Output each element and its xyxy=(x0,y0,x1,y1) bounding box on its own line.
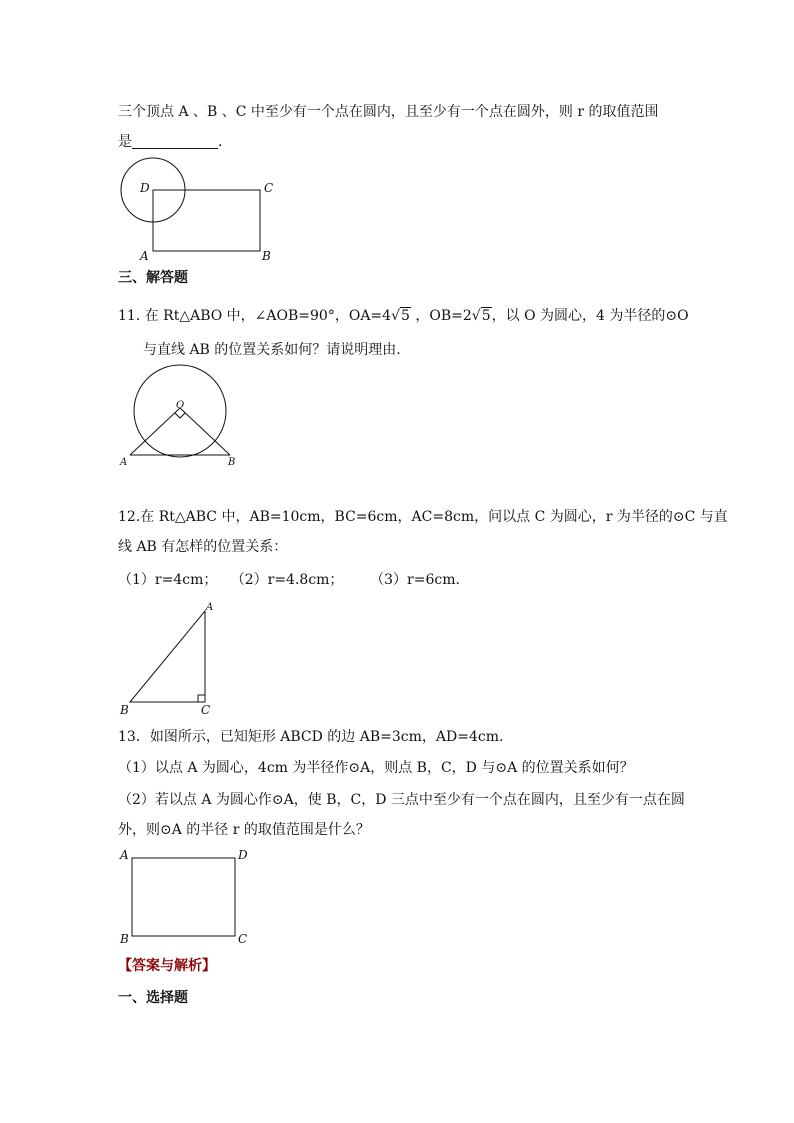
q12-options xyxy=(118,570,460,590)
label-b: B xyxy=(120,932,129,946)
answers-heading: 【答案与解析】 xyxy=(118,958,216,974)
q12-option-3: （3）r=6cm. xyxy=(370,572,460,588)
label-b: B xyxy=(228,457,236,468)
q12-text-line2: 线 AB 有怎样的位置关系： xyxy=(118,539,288,555)
q10-text-line2 xyxy=(118,132,232,152)
q11-text-line1 xyxy=(118,306,689,326)
q13-text-line1: 13．如图所示，已知矩形 ABCD 的边 AB=3cm，AD=4cm. xyxy=(118,729,504,745)
label-a: A xyxy=(120,457,128,468)
sqrt-ob: √5 xyxy=(471,308,491,324)
q11-text-line2: 与直线 AB 的位置关系如何？请说明理由. xyxy=(143,342,401,358)
q11-figure xyxy=(118,364,248,470)
label-b: B xyxy=(262,249,271,263)
label-c: C xyxy=(264,181,274,195)
ob-coefficient: 2 xyxy=(462,308,472,324)
q12-text-line1: 12.在 Rt△ABC 中，AB=10cm，BC=6cm，AC=8cm，问以点 C 为圆心，r 为半径的⊙C 与直 xyxy=(118,509,728,525)
q11-suffix: ，以 O 为圆心，4 为半径的⊙O xyxy=(491,308,689,324)
label-d: D xyxy=(140,181,150,195)
section-heading-1: 一、选择题 xyxy=(118,990,188,1006)
q13-figure xyxy=(118,843,258,949)
q10-suffix: ． xyxy=(218,134,232,150)
q12-option-1: （1）r=4cm； xyxy=(118,572,218,588)
label-a: A xyxy=(206,602,214,613)
segment-ob xyxy=(180,408,230,455)
q13-text-line2: （1）以点 A 为圆心，4cm 为半径作⊙A，则点 B，C，D 与⊙A 的位置关系如何？ xyxy=(118,760,634,776)
segment-oa xyxy=(130,408,180,455)
radicand-ob: 5 xyxy=(481,308,491,324)
label-a: A xyxy=(120,848,129,862)
rectangle-abcd xyxy=(132,858,235,936)
rectangle-abcd xyxy=(153,190,260,251)
oa-coefficient: 4 xyxy=(382,308,392,324)
q11-mid: ，OB= xyxy=(410,308,463,324)
q10-figure xyxy=(110,150,290,270)
q10-prefix: 是 xyxy=(118,134,132,150)
right-angle-mark xyxy=(198,695,205,702)
q13-text-line4: 外，则⊙A 的半径 r 的取值范围是什么？ xyxy=(118,822,370,838)
q12-figure xyxy=(118,596,228,718)
answer-blank xyxy=(132,134,218,149)
label-c: C xyxy=(201,703,211,717)
sqrt-oa: √5 xyxy=(391,308,410,324)
label-c: C xyxy=(238,932,248,946)
label-d: D xyxy=(238,848,248,862)
q11-prefix: 11. 在 Rt△ABO 中，∠AOB=90°，OA= xyxy=(118,308,383,324)
q10-text-line1: 三个顶点 A 、B 、C 中至少有一个点在圆内，且至少有一个点在圆外，则 r 的取值范围 xyxy=(118,104,659,120)
q13-text-line3: （2）若以点 A 为圆心作⊙A，使 B，C，D 三点中至少有一个点在圆内，且至少有一点在圆 xyxy=(118,792,685,808)
label-b: B xyxy=(120,703,129,717)
right-angle-mark xyxy=(175,413,185,418)
section-heading-3: 三、解答题 xyxy=(118,270,188,286)
triangle-abc xyxy=(130,611,205,702)
label-o: O xyxy=(176,400,185,411)
circle-o xyxy=(134,365,226,457)
radicand-oa: 5 xyxy=(401,308,410,324)
q12-option-2: （2）r=4.8cm； xyxy=(230,572,344,588)
label-a: A xyxy=(140,249,149,263)
